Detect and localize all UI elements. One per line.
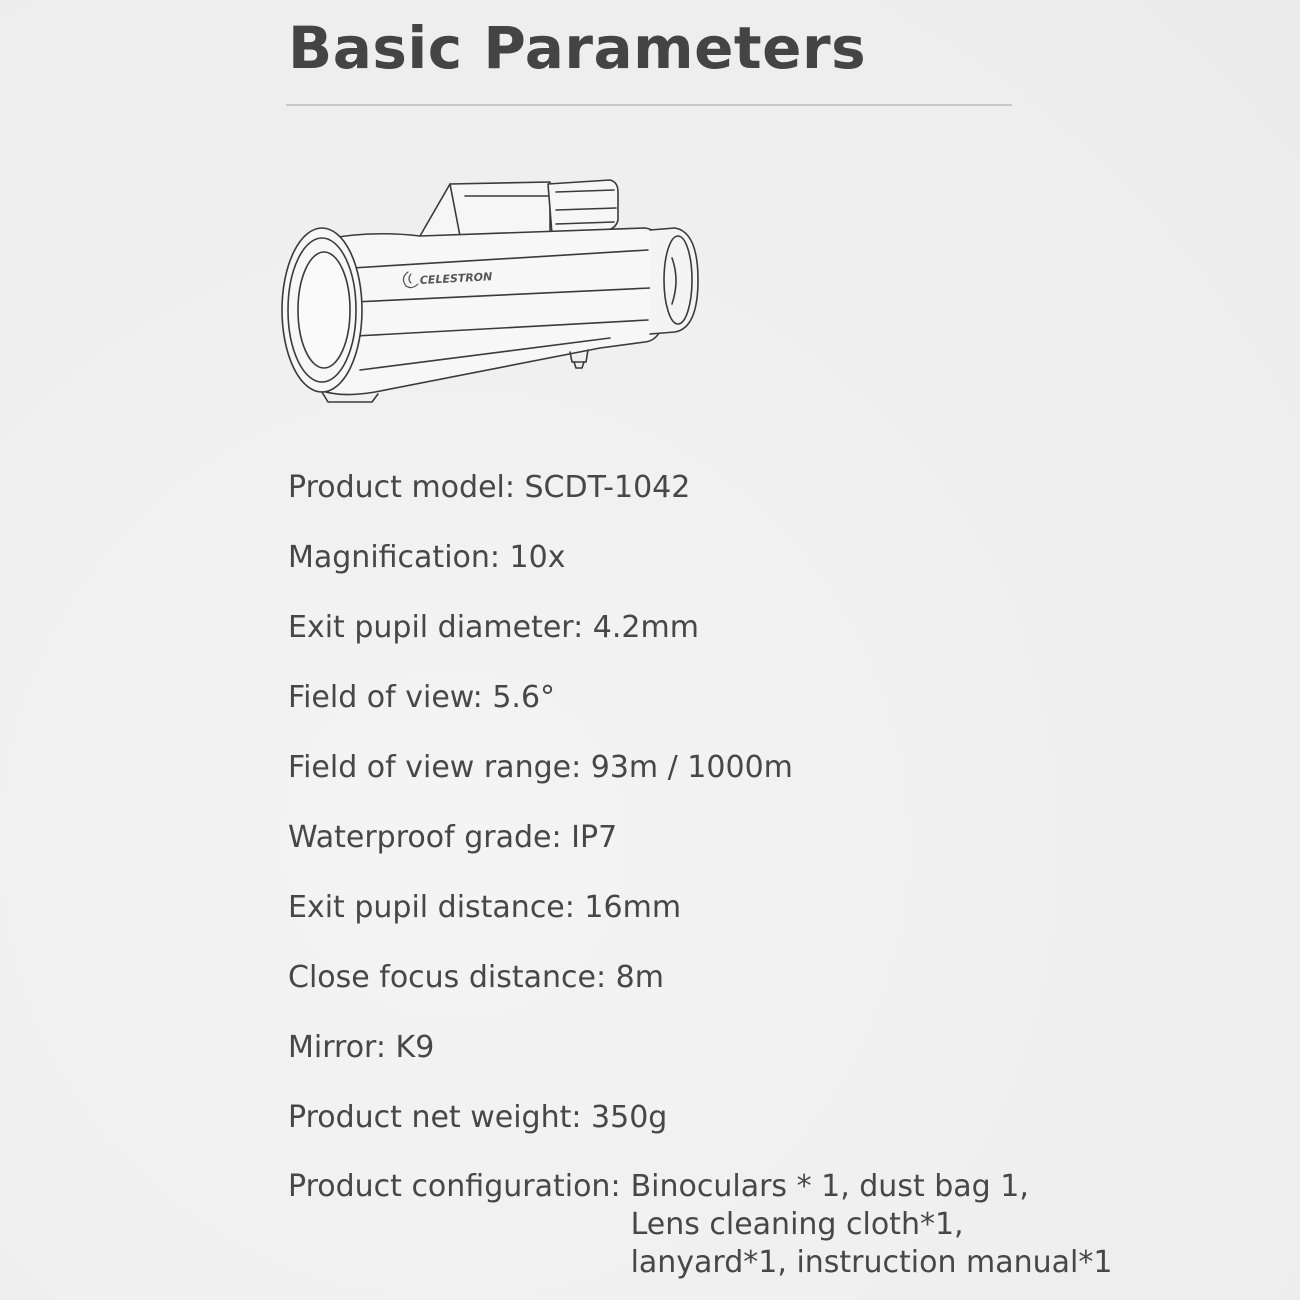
title-divider [286, 104, 1012, 106]
configuration-line: Binoculars * 1, dust bag 1, [630, 1169, 1029, 1204]
spec-mirror [288, 1028, 1188, 1098]
spec-field-of-view-range [288, 748, 1188, 818]
spec-label: Exit pupil diameter: [288, 610, 593, 645]
spec-label: Close focus distance: [288, 960, 616, 995]
spec-product-model [288, 468, 1188, 538]
spec-value: 10x [509, 540, 566, 575]
spec-label: Mirror: [288, 1030, 396, 1065]
spec-value: 350g [591, 1100, 668, 1135]
spec-label: Magnification: [288, 540, 510, 575]
spec-exit-pupil-diameter [288, 608, 1188, 678]
spec-label: Field of view: [288, 680, 493, 715]
spec-waterproof-grade [288, 818, 1188, 888]
brand-logo: CELESTRON [419, 270, 493, 287]
spec-magnification [288, 538, 1188, 608]
spec-exit-pupil-distance [288, 888, 1188, 958]
spec-close-focus-distance [288, 958, 1188, 1028]
spec-value: 5.6° [492, 680, 556, 715]
spec-field-of-view [288, 678, 1188, 748]
spec-label: Product model: [288, 470, 525, 505]
spec-value: IP7 [571, 820, 618, 855]
spec-value: 93m / 1000m [590, 750, 793, 785]
spec-label: Waterproof grade: [288, 820, 572, 855]
spec-value: 16mm [584, 890, 682, 925]
spec-value: K9 [395, 1030, 435, 1065]
spec-net-weight [288, 1098, 1188, 1168]
spec-product-configuration [288, 1168, 1188, 1282]
spec-label: Exit pupil distance: [288, 890, 585, 925]
spec-list [288, 468, 1188, 1282]
spec-value: SCDT-1042 [524, 470, 691, 505]
monocular-telescope-illustration [280, 170, 710, 415]
spec-value: 4.2mm [592, 610, 699, 645]
spec-label: Product net weight: [288, 1100, 592, 1135]
spec-label: Field of view range: [288, 750, 591, 785]
configuration-line: lanyard*1, instruction manual*1 [630, 1245, 1113, 1280]
spec-value: 8m [615, 960, 664, 995]
spec-label: Product configuration: [288, 1169, 621, 1204]
page-title: Basic Parameters [288, 14, 867, 82]
configuration-line: Lens cleaning cloth*1, [630, 1207, 964, 1242]
configuration-items [621, 1168, 1113, 1282]
